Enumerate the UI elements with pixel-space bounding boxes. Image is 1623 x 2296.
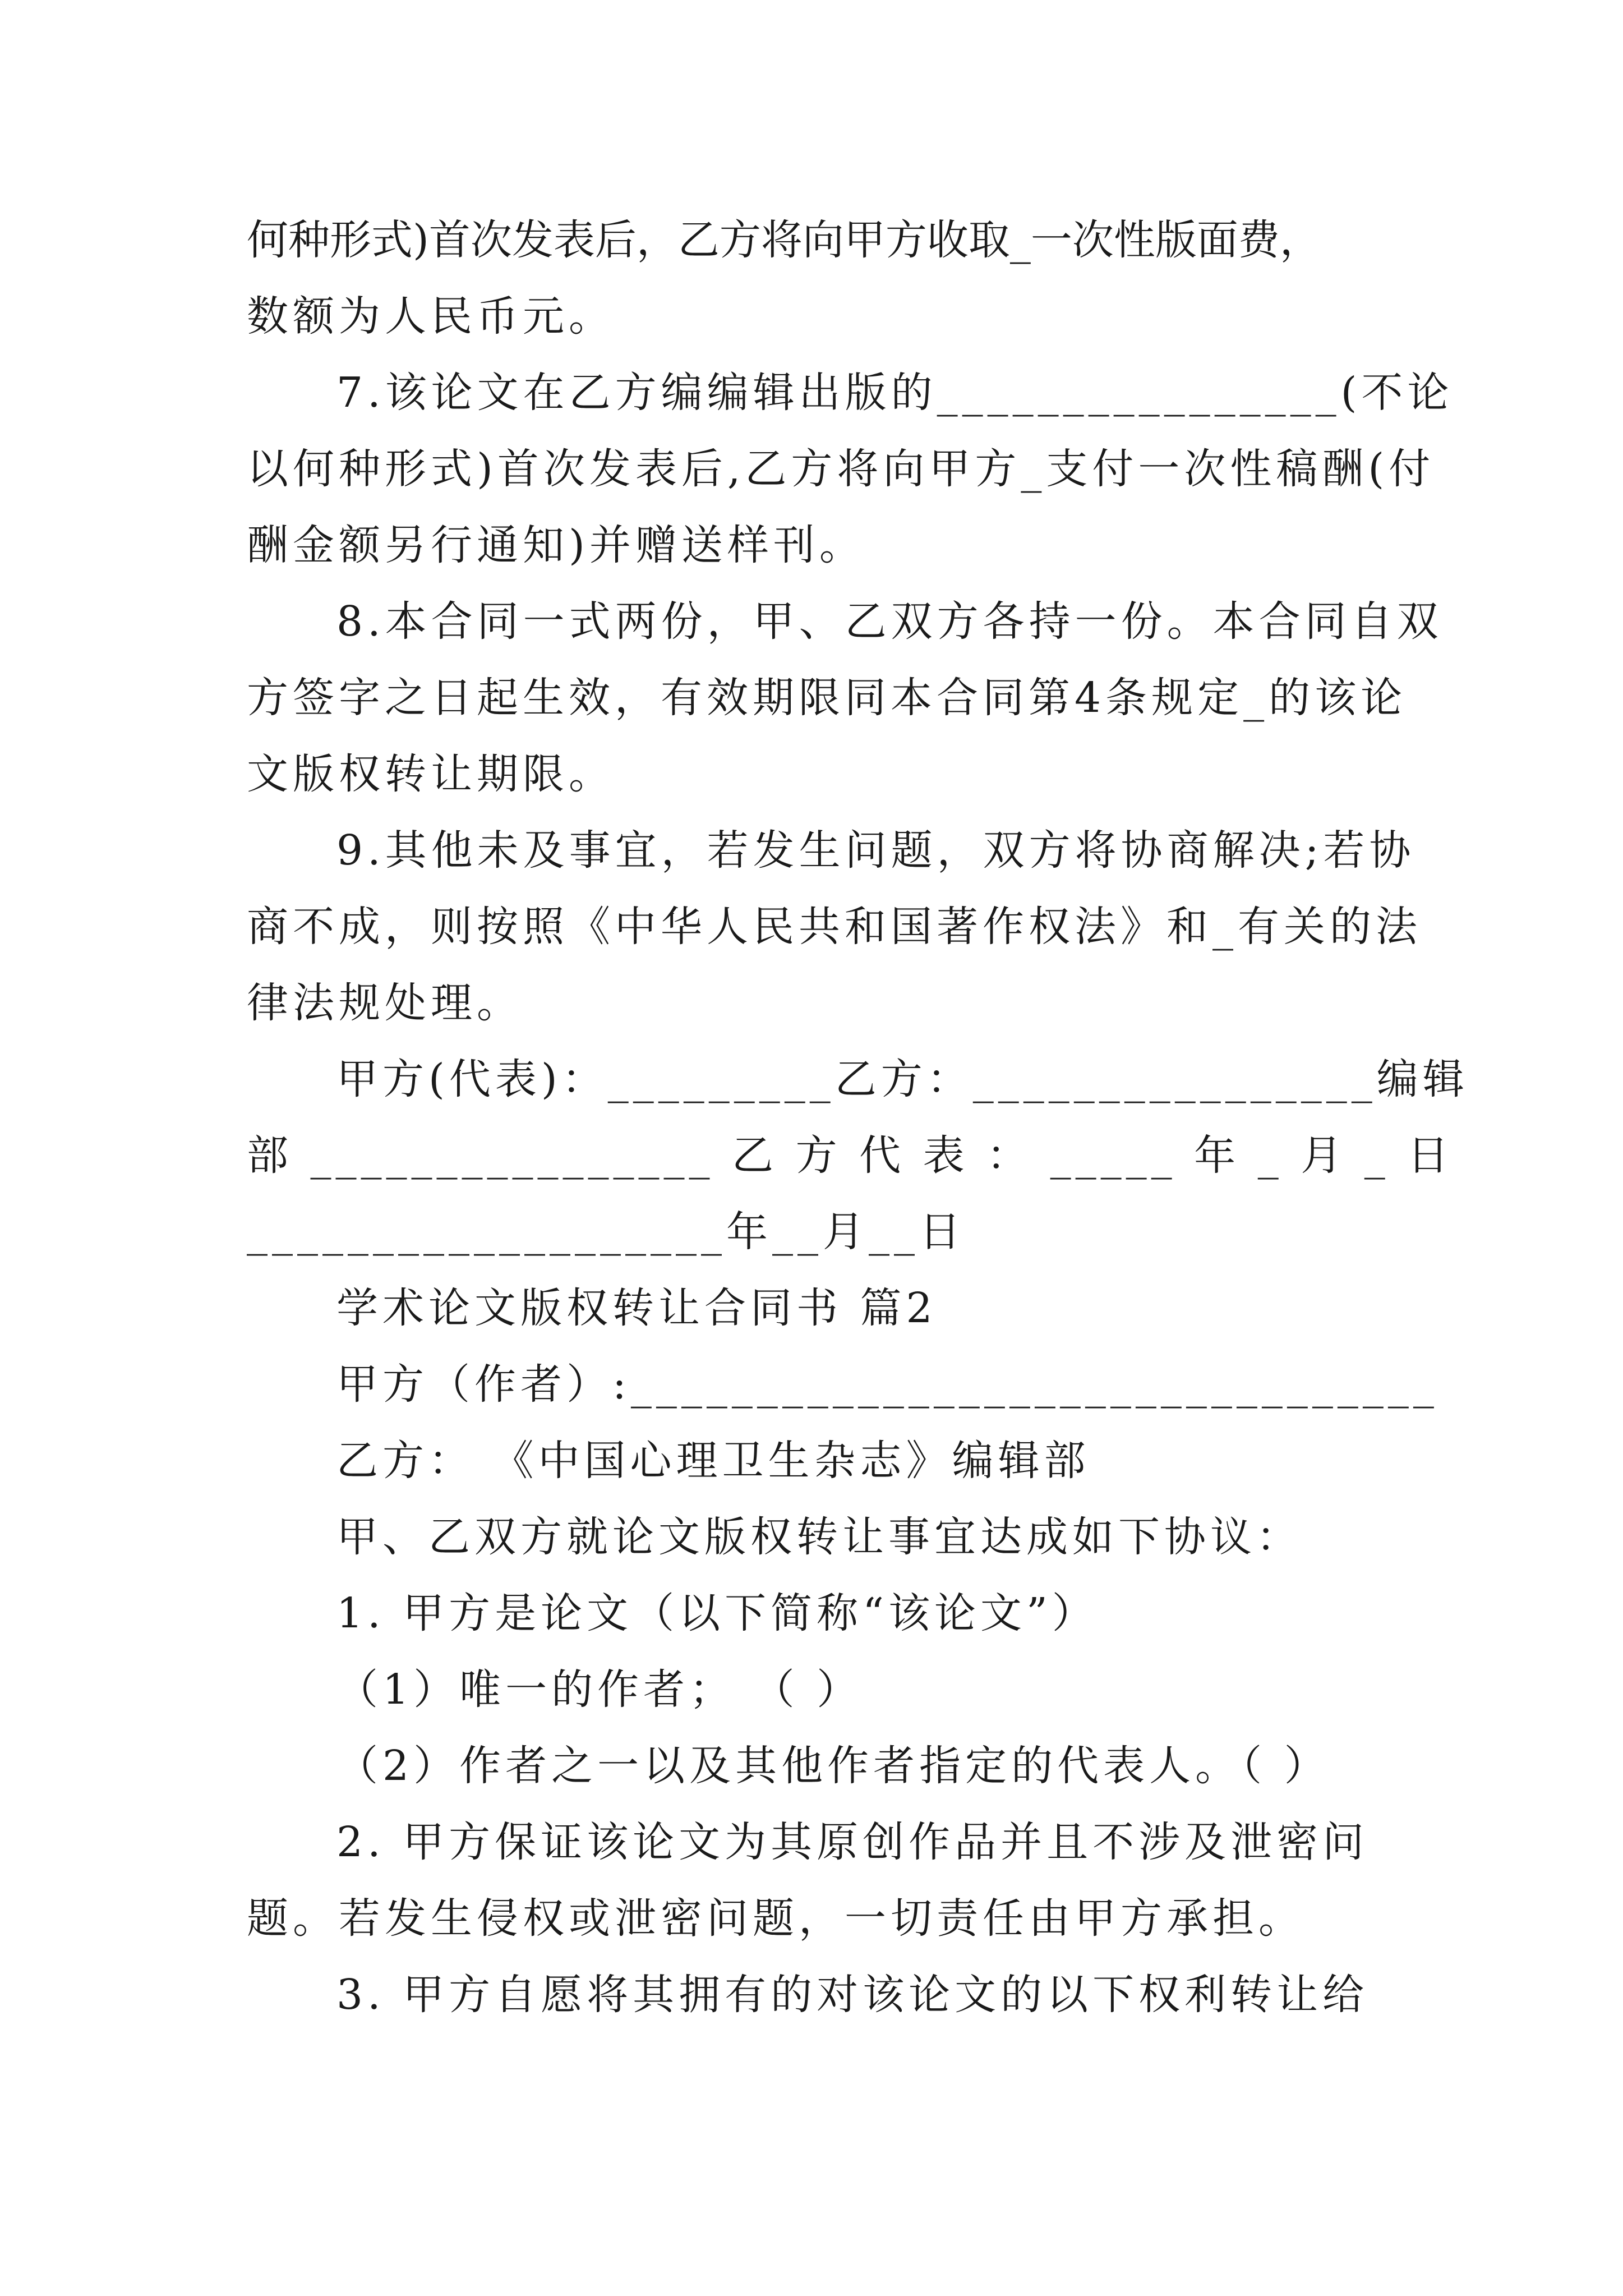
section-title: 学术论文版权转让合同书 篇2 [336, 1284, 937, 1332]
text-line: 律法规处理。 [247, 979, 523, 1027]
signature-line: 部 ________________ 乙 方 代 表 ： _____ 年 _ 月 _ 日 [247, 1131, 1454, 1180]
text-line: 文版权转让期限。 [247, 750, 615, 798]
party-b-line: 乙方： 《中国心理卫生杂志》编辑部 [336, 1437, 1090, 1485]
text-line: 甲、乙双方就论文版权转让事宜达成如下协议： [336, 1513, 1302, 1561]
text-line: 以何种形式)首次发表后,乙方将向甲方_支付一次性稿酬(付 [247, 445, 1435, 493]
text-line: 商不成，则按照《中华人民共和国著作权法》和_有关的法 [247, 903, 1422, 951]
clause-line: 3. 甲方自愿将其拥有的对该论文的以下权利转让给 [336, 1971, 1369, 2019]
option-line: （1）唯一的作者； （ ） [336, 1665, 863, 1714]
text-line: 题。若发生侵权或泄密问题，一切责任由甲方承担。 [247, 1894, 1304, 1943]
text-line: 何种形式)首次发表后，乙方将向甲方收取_一次性版面费， [247, 216, 1321, 264]
date-line: ___________________年__月__日 [247, 1208, 965, 1256]
document-page [247, 202, 1469, 2033]
text-line: 酬金额另行通知)并赠送样刊。 [247, 521, 865, 569]
text-line: 8.本合同一式两份，甲、乙双方各持一份。本合同自双 [336, 597, 1443, 646]
clause-line: 1. 甲方是论文（以下简称“该论文”） [336, 1589, 1098, 1637]
clause-line: 2. 甲方保证该论文为其原创作品并且不涉及泄密问 [336, 1818, 1369, 1866]
party-a-line: 甲方（作者）:________________________________ [336, 1360, 1438, 1409]
text-line: 7.该论文在乙方编编辑出版的________________(不论 [336, 369, 1454, 417]
option-line: （2）作者之一以及其他作者指定的代表人。（ ） [336, 1742, 1330, 1790]
text-line: 9.其他未及事宜，若发生问题，双方将协商解决;若协 [336, 826, 1415, 875]
text-line: 数额为人民币元。 [247, 292, 615, 341]
signature-line: 甲方(代表)：_________乙方：________________编辑 [336, 1055, 1469, 1103]
text-line: 方签字之日起生效，有效期限同本合同第4条规定_的该论 [247, 674, 1407, 722]
